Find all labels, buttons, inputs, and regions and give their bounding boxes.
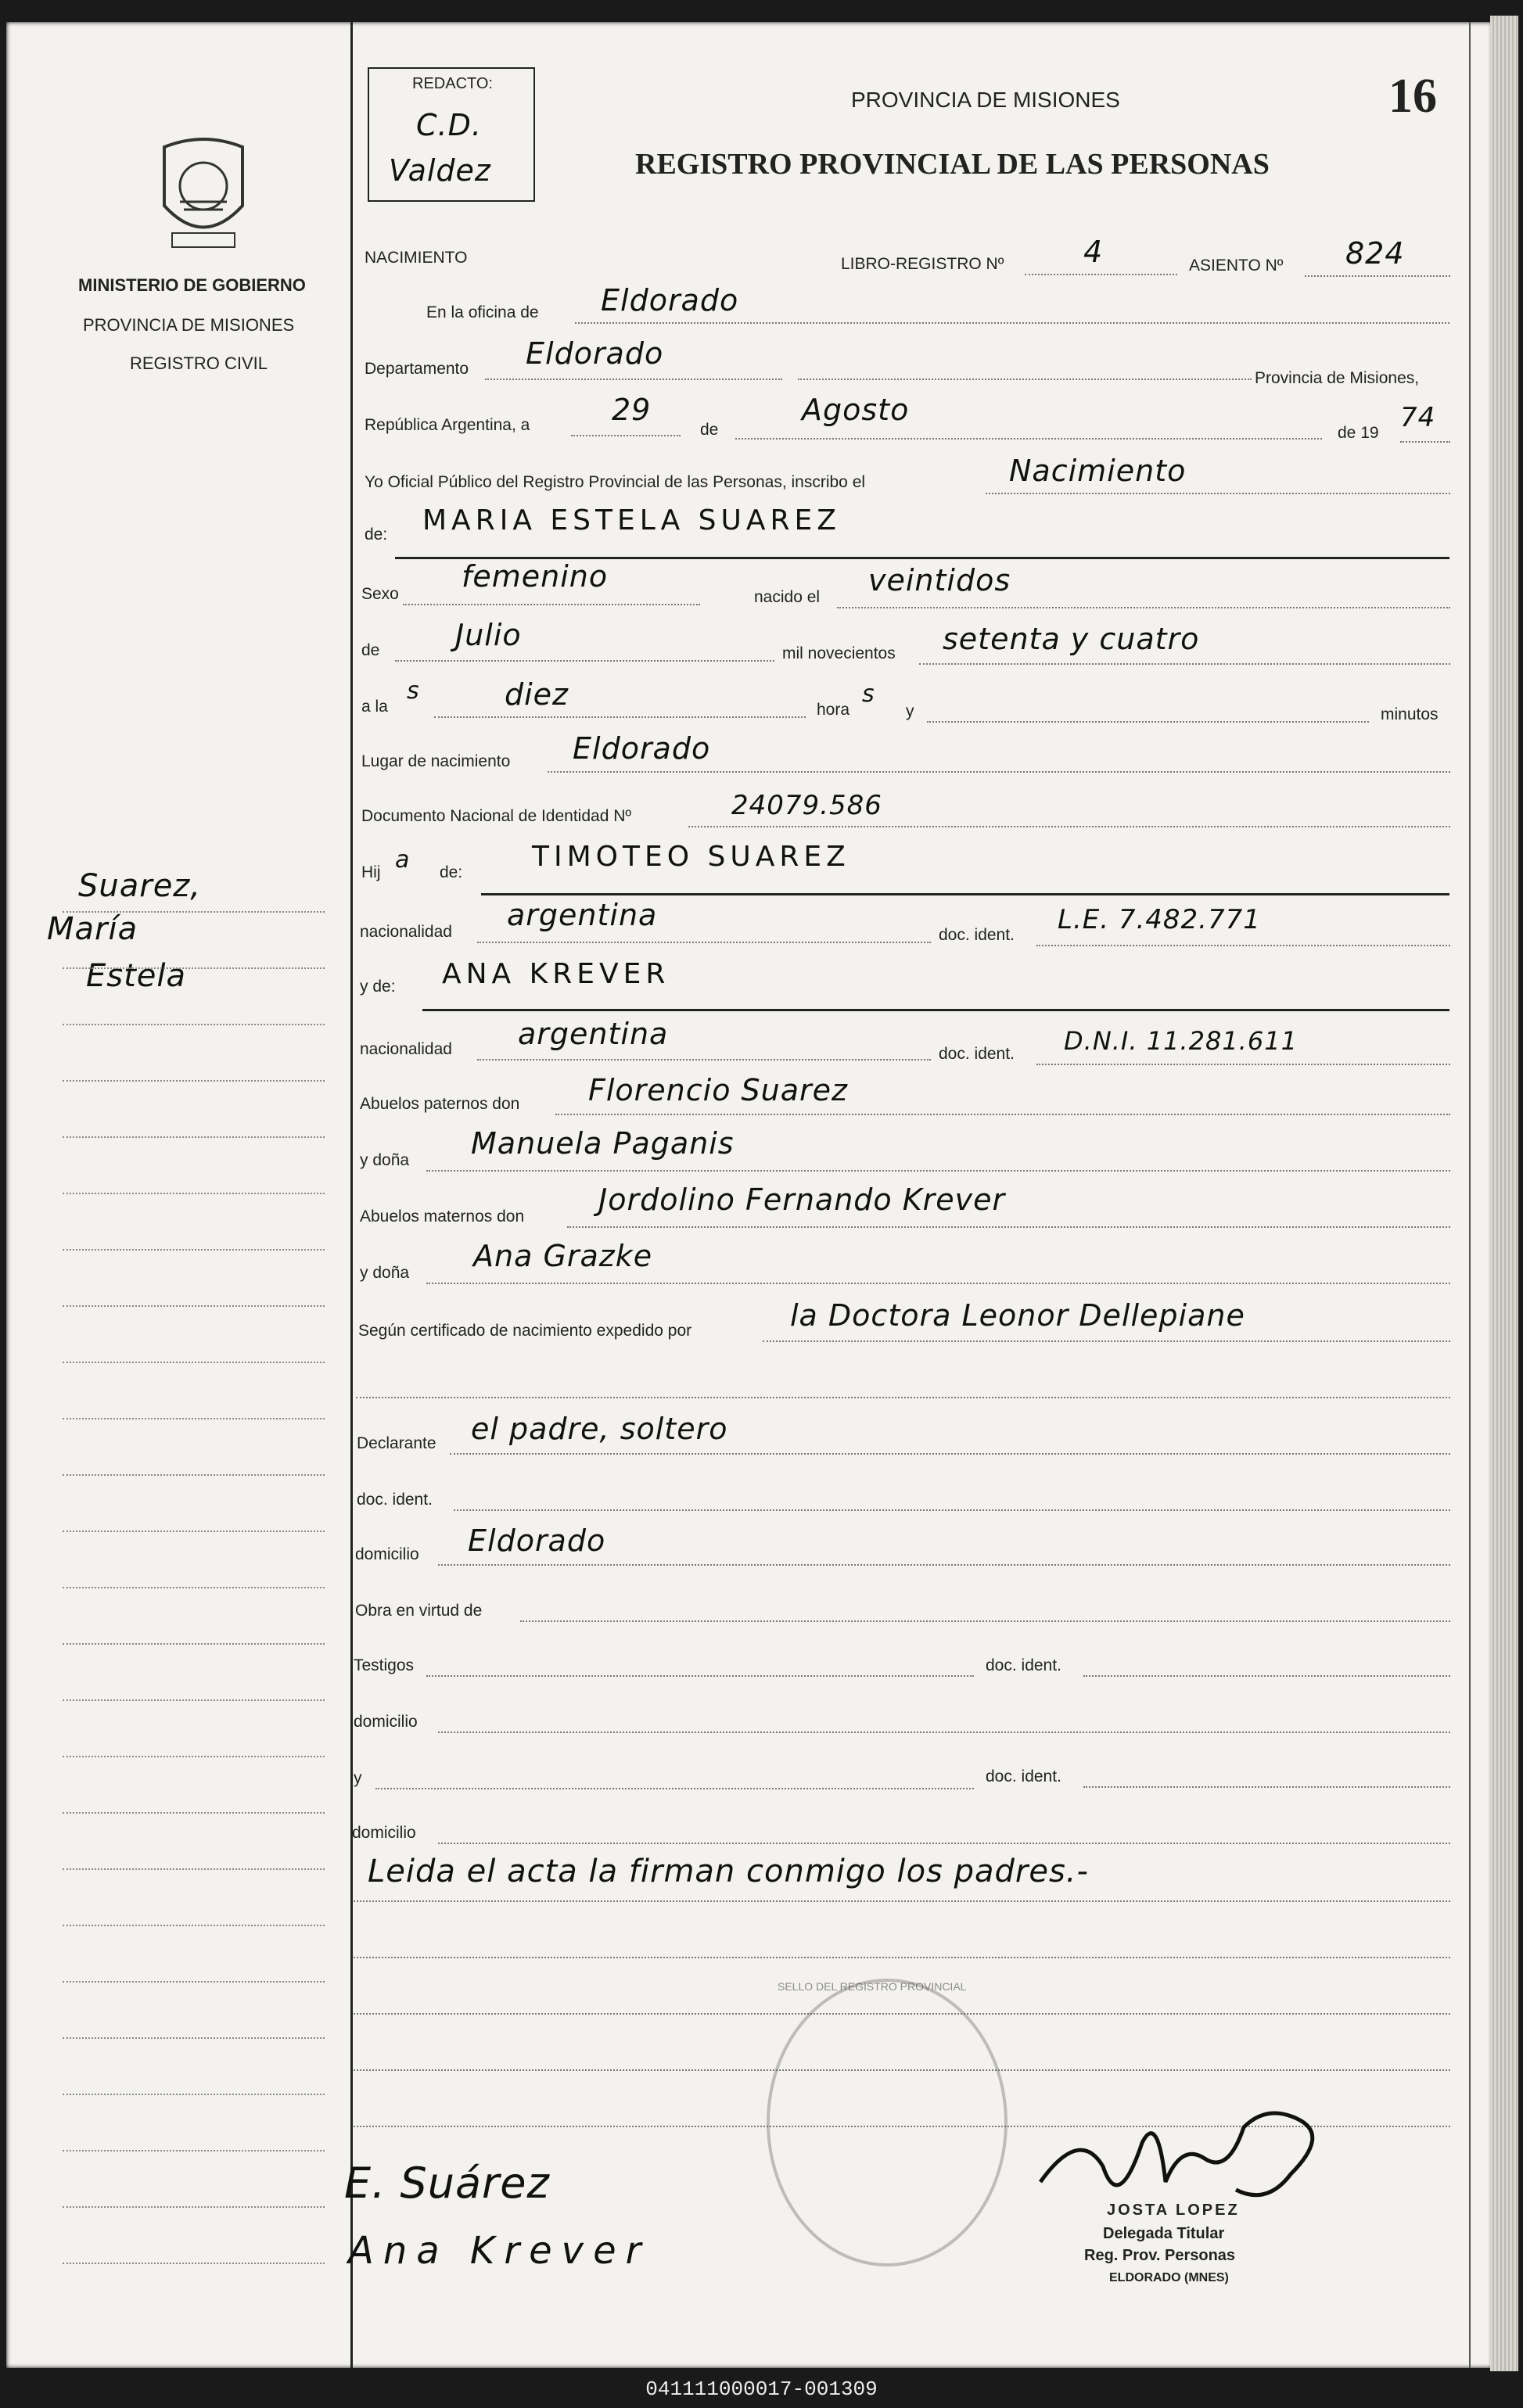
registry-seal: [767, 1979, 1008, 2266]
official-signature-icon: [1033, 2096, 1361, 2229]
value-doc-padre: L.E. 7.482.771: [1058, 904, 1261, 935]
margin-dotted-line: [63, 1193, 325, 1194]
value-libro: 4: [1083, 235, 1104, 269]
province-emblem-icon: [149, 131, 258, 257]
archive-id: 041111000017-001309: [645, 2377, 878, 2401]
label-y-2: y: [354, 1769, 362, 1787]
margin-dotted-line: [63, 1756, 325, 1757]
label-nacimiento: NACIMIENTO: [365, 249, 468, 267]
label-docident-3: doc. ident.: [357, 1491, 433, 1509]
margin-dotted-line: [63, 1812, 325, 1814]
label-de-2: de:: [365, 526, 388, 544]
label-domicilio-3: domicilio: [352, 1824, 416, 1842]
margin-dotted-line: [63, 1868, 325, 1870]
closing-dotted-line: [354, 1900, 1450, 1902]
label-nacionalidad: nacionalidad: [360, 923, 452, 941]
value-doc-madre: D.N.I. 11.281.611: [1064, 1026, 1298, 1056]
value-nac-padre: argentina: [507, 898, 658, 932]
margin-dotted-line: [63, 1249, 325, 1251]
value-mes-nac: Julio: [455, 618, 522, 652]
redacto-line2: Valdez: [389, 153, 491, 188]
label-hij: Hij: [361, 863, 381, 881]
value-nombre: MARIA ESTELA SUAREZ: [422, 504, 841, 537]
label-docident-2: doc. ident.: [939, 1045, 1015, 1063]
margin-note-1: Suarez,: [78, 868, 202, 904]
margin-dotted-line: [63, 1305, 325, 1307]
margin-dotted-line: [63, 1699, 325, 1701]
value-hora-a: s: [407, 677, 420, 705]
value-hora-s: s: [862, 680, 875, 708]
label-oficina: En la oficina de: [426, 303, 539, 321]
book-edge: [1490, 16, 1518, 2371]
redacto-line1: C.D.: [416, 108, 482, 142]
value-domicilio: Eldorado: [468, 1523, 606, 1558]
value-declarante: el padre, soltero: [471, 1412, 728, 1446]
value-inscribo: Nacimiento: [1009, 454, 1187, 488]
margin-dotted-line: [63, 1024, 325, 1025]
left-province-label: PROVINCIA DE MISIONES: [83, 315, 295, 335]
label-docident-4: doc. ident.: [986, 1656, 1061, 1674]
label-minutos: minutos: [1381, 705, 1439, 723]
margin-dotted-line: [63, 967, 325, 969]
margin-dotted-line: [63, 1080, 325, 1082]
value-nac-madre: argentina: [518, 1017, 669, 1051]
value-departamento: Eldorado: [526, 336, 664, 371]
header-title: REGISTRO PROVINCIAL DE LAS PERSONAS: [635, 148, 1270, 181]
margin-dotted-line: [63, 2263, 325, 2264]
label-mil: mil novecientos: [782, 644, 896, 662]
label-docident: doc. ident.: [939, 926, 1015, 944]
label-domicilio-2: domicilio: [354, 1713, 418, 1731]
margin-dotted-line: [63, 1643, 325, 1645]
label-de-year: de 19: [1338, 424, 1379, 442]
label-nacido: nacido el: [754, 588, 821, 606]
label-republica: República Argentina, a: [365, 416, 530, 434]
label-testigos: Testigos: [354, 1656, 415, 1674]
stamp-line2: Delegada Titular: [1103, 2225, 1225, 2242]
label-provincia: Provincia de Misiones,: [1255, 369, 1420, 387]
value-dia: 29: [612, 393, 652, 427]
stamp-line4: ELDORADO (MNES): [1109, 2271, 1229, 2284]
label-documento: Documento Nacional de Identidad Nº: [361, 807, 632, 825]
label-ydona: y doña: [360, 1151, 410, 1169]
label-obra: Obra en virtud de: [355, 1602, 483, 1620]
label-y: y: [906, 702, 914, 720]
margin-dotted-line: [63, 1362, 325, 1363]
label-de-4: de:: [440, 863, 463, 881]
value-hora-num: diez: [505, 677, 569, 712]
ministry-label: MINISTERIO DE GOBIERNO: [78, 275, 306, 295]
value-anio-nac: setenta y cuatro: [943, 622, 1200, 656]
margin-dotted-line: [63, 1136, 325, 1138]
label-nacionalidad-2: nacionalidad: [360, 1040, 452, 1058]
value-hij: a: [395, 846, 411, 874]
label-de-3: de: [361, 641, 380, 659]
value-ab-mat-dona: Ana Grazke: [473, 1239, 653, 1273]
right-rule: [1469, 22, 1471, 2368]
signature-suarez: E. Suárez: [344, 2159, 550, 2208]
label-asiento: ASIENTO Nº: [1189, 257, 1284, 275]
value-anio: 74: [1400, 402, 1436, 433]
label-segun: Según certificado de nacimiento expedido por: [358, 1322, 692, 1340]
margin-dotted-line: [63, 1925, 325, 1926]
label-domicilio: domicilio: [355, 1545, 419, 1563]
value-nacido: veintidos: [868, 563, 1011, 598]
margin-dotted-line: [63, 2094, 325, 2095]
value-padre: TIMOTEO SUAREZ: [532, 841, 850, 873]
label-departamento: Departamento: [365, 360, 469, 378]
redacto-label: REDACTO:: [412, 75, 493, 92]
margin-dotted-line: [63, 2037, 325, 2039]
label-declarante: Declarante: [357, 1434, 436, 1452]
label-ala: a la: [361, 698, 388, 716]
label-hora: hora: [817, 701, 850, 719]
civil-registry-label: REGISTRO CIVIL: [130, 353, 268, 373]
label-sexo: Sexo: [361, 585, 399, 603]
value-ab-pat-dona: Manuela Paganis: [471, 1126, 735, 1161]
stamp-line1: JOSTA LOPEZ: [1107, 2202, 1240, 2219]
label-yo: Yo Oficial Público del Registro Provincial de las Personas, inscribo el: [365, 473, 866, 491]
margin-dotted-line: [63, 911, 325, 913]
label-docident-5: doc. ident.: [986, 1767, 1061, 1785]
label-ydona-2: y doña: [360, 1264, 410, 1282]
value-mes: Agosto: [802, 393, 910, 427]
value-madre: ANA KREVER: [442, 958, 670, 990]
value-asiento: 824: [1345, 236, 1405, 271]
margin-note-2: María: [47, 911, 138, 947]
closing-dotted-line: [354, 1957, 1450, 1958]
value-sexo: femenino: [462, 559, 609, 594]
margin-dotted-line: [63, 1981, 325, 1983]
label-ab-mat: Abuelos maternos don: [360, 1208, 525, 1226]
header-province: PROVINCIA DE MISIONES: [851, 88, 1120, 112]
margin-dotted-line: [63, 2206, 325, 2208]
value-dni: 24079.586: [731, 790, 882, 821]
value-ab-mat: Jordolino Fernando Krever: [598, 1182, 1006, 1217]
page-number: 16: [1388, 70, 1437, 123]
label-ab-pat: Abuelos paternos don: [360, 1095, 520, 1113]
label-de-1: de: [700, 421, 719, 439]
margin-dotted-line: [63, 1587, 325, 1588]
label-yde: y de:: [360, 978, 396, 996]
label-lugar: Lugar de nacimiento: [361, 752, 511, 770]
value-segun: la Doctora Leonor Dellepiane: [790, 1298, 1245, 1333]
margin-rule: [350, 22, 353, 2368]
margin-dotted-line: [63, 1418, 325, 1419]
stamp-line3: Reg. Prov. Personas: [1084, 2247, 1236, 2264]
value-oficina: Eldorado: [601, 283, 739, 318]
margin-note-3: Estela: [86, 958, 187, 994]
signature-krever: Ana Krever: [348, 2229, 651, 2273]
value-ab-pat: Florencio Suarez: [588, 1073, 848, 1107]
value-lugar: Eldorado: [573, 731, 711, 766]
value-leida: Leida el acta la firman conmigo los padres.-: [368, 1854, 1089, 1889]
redacto-box: [368, 67, 535, 202]
margin-dotted-line: [63, 2150, 325, 2151]
seal-text: SELLO DEL REGISTRO PROVINCIAL: [778, 1980, 967, 1993]
margin-dotted-line: [63, 1474, 325, 1476]
label-libro: LIBRO-REGISTRO Nº: [841, 255, 1004, 273]
margin-dotted-line: [63, 1531, 325, 1532]
